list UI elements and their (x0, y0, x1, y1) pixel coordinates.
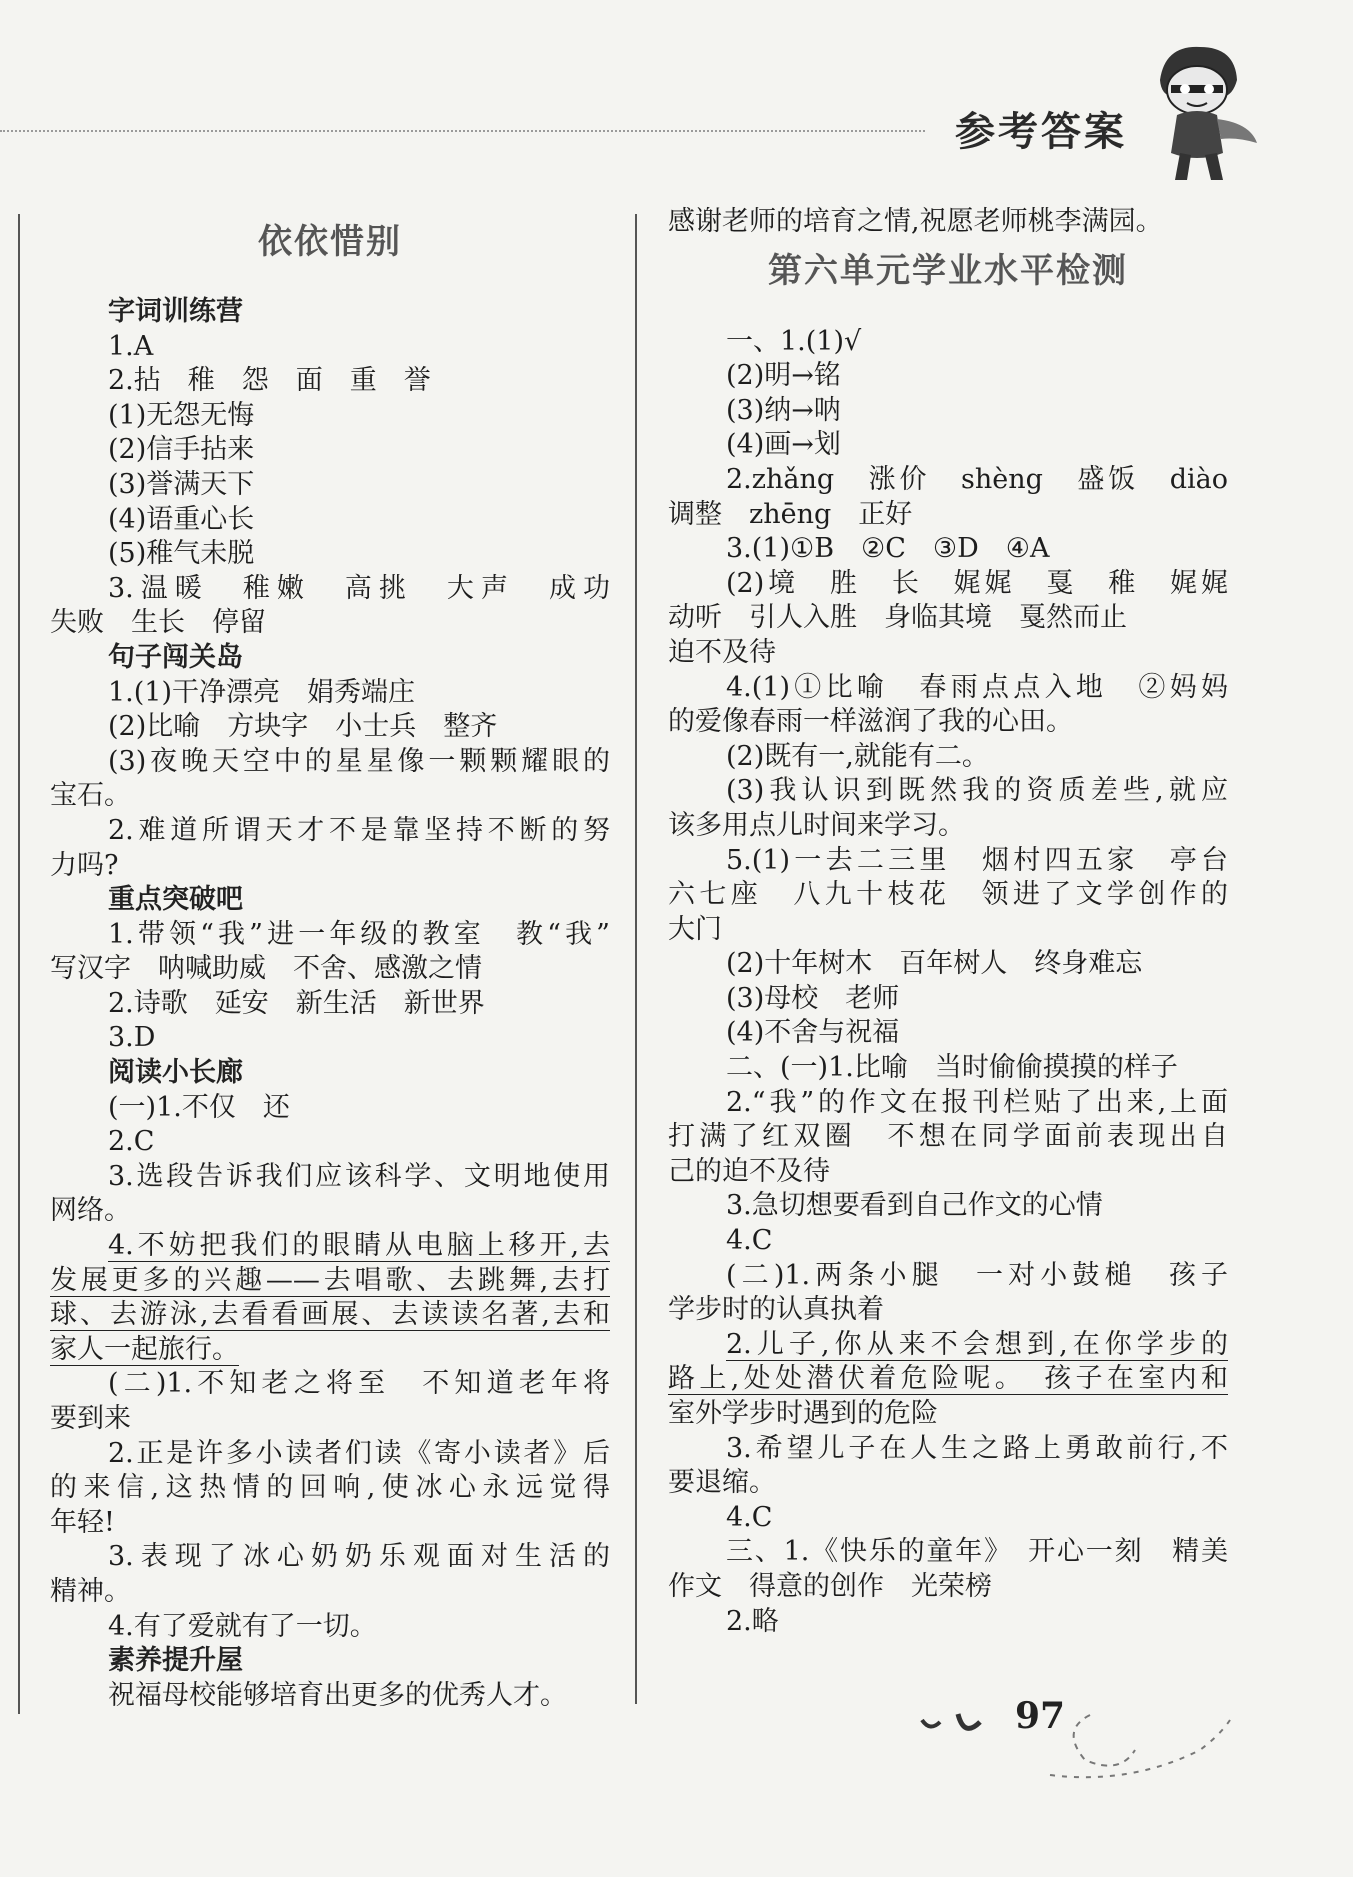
right-answer-line (668, 705, 1228, 740)
answer-text: 3.(1)①B ②C ③D ④A (726, 533, 1050, 565)
left-answer-line (50, 1160, 610, 1195)
answer-text: (2)既有一,就能有二。 (726, 740, 989, 772)
answer-text: 打满了红双圈 不想在同学面前表现出自 (668, 1121, 1228, 1153)
left-answer-line (50, 1298, 610, 1333)
answer-text: 2.略 (726, 1605, 779, 1637)
left-answer-line (50, 1125, 610, 1160)
answer-text: 大门 (668, 913, 722, 945)
answer-text: (1)无怨无悔 (108, 399, 255, 431)
section-title-yiyixibie: 依依惜别 (258, 222, 402, 262)
left-answer-line (50, 779, 610, 814)
right-answer-line (668, 947, 1228, 982)
right-answer-line (668, 463, 1228, 498)
left-answer-line (50, 364, 610, 399)
left-answer-line (50, 1402, 610, 1437)
answer-text: (2)信手拈来 (108, 434, 255, 466)
answer-text: 要到来 (50, 1403, 131, 1434)
answer-text: 2.难道所谓天才不是靠坚持不断的努 (108, 814, 610, 846)
left-answer-line (50, 1610, 610, 1645)
left-answer-lines (50, 295, 610, 1713)
right-answer-line (668, 809, 1228, 844)
answer-text: 己的迫不及待 (668, 1155, 830, 1187)
section-title-unit6-test: 第六单元学业水平检测 (768, 250, 1128, 291)
answer-text: (5)稚气未脱 (108, 538, 255, 570)
right-answer-line (668, 1293, 1228, 1328)
left-margin-rule (18, 214, 20, 1714)
header-dotted-rule (0, 130, 925, 132)
left-answer-line (50, 1021, 610, 1056)
answer-text: 2.“我”的作文在报刊栏贴了出来,上面 (726, 1086, 1228, 1118)
left-answer-line (50, 1437, 610, 1472)
answer-text: 写汉字 呐喊助威 不舍、感激之情 (50, 953, 482, 985)
right-answer-line (668, 1535, 1228, 1570)
answer-text: 4.C (726, 1501, 773, 1533)
right-answer-line (668, 1328, 1228, 1363)
left-answer-line (50, 1091, 610, 1126)
left-answer-line (50, 1229, 610, 1264)
answer-text: 精神。 (50, 1575, 131, 1607)
left-answer-line (50, 814, 610, 849)
right-answer-line (668, 1432, 1228, 1467)
answer-text: 5.(1)一去二三里 烟村四五家 亭台 (726, 844, 1228, 876)
answer-text: 2.诗歌 延安 新生活 新世界 (108, 987, 485, 1019)
left-answer-line (50, 399, 610, 434)
answer-text: 年轻! (50, 1506, 115, 1538)
right-answer-line (668, 1086, 1228, 1121)
answer-text: (2)明→铭 (726, 360, 841, 392)
answer-text: 字词训练营 (108, 296, 243, 327)
right-answer-line (668, 1466, 1228, 1501)
left-answer-line (50, 987, 610, 1022)
right-answer-line (668, 1051, 1228, 1086)
answer-text: 学步时的认真执着 (668, 1294, 884, 1326)
answer-text: 六七座 八九十枝花 领进了文学创作的 (668, 879, 1228, 911)
answer-text: 的爱像春雨一样滋润了我的心田。 (668, 706, 1073, 738)
answer-text: 动听 引人入胜 身临其境 戛然而止 (668, 602, 1127, 634)
right-answer-line (668, 1155, 1228, 1190)
right-answer-line (668, 325, 1228, 360)
answer-text: (3)夜晚天空中的星星像一颗颗耀眼的 (108, 745, 610, 777)
right-answer-line (668, 740, 1228, 775)
answer-text: 作文 得意的创作 光荣榜 (668, 1570, 992, 1602)
right-answer-line (668, 394, 1228, 429)
right-answer-line (668, 428, 1228, 463)
answer-text: (2)境 胜 长 娓娓 戛 稚 娓娓 (726, 567, 1228, 599)
left-answer-line (50, 1194, 610, 1229)
answer-text: 迫不及待 (668, 636, 776, 668)
left-answer-line (50, 676, 610, 711)
answer-text: 二、(一)1.比喻 当时偷偷摸摸的样子 (726, 1052, 1178, 1084)
left-answer-line (50, 710, 610, 745)
answer-text: 阅读小长廊 (108, 1057, 243, 1089)
answer-text: 句子闯关岛 (108, 641, 243, 673)
answer-text: 的来信,这热情的回响,使冰心永远觉得 (50, 1472, 610, 1504)
answer-text: 要退缩。 (668, 1467, 776, 1499)
answer-text: (3)誉满天下 (108, 468, 255, 500)
right-answer-line (668, 1120, 1228, 1155)
right-intro-line: 感谢老师的培育之情,祝愿老师桃李满园。 (668, 206, 1163, 237)
right-answer-line (668, 1189, 1228, 1224)
right-answer-line (668, 1605, 1228, 1640)
answer-text: 室外学步时遇到的危险 (668, 1398, 938, 1429)
page-header-title: 参考答案 (955, 109, 1127, 155)
answer-text: 2.儿子,你从来不会想到,在你学步的 (726, 1328, 1228, 1360)
answer-text: 3.急切想要看到自己作文的心情 (726, 1190, 1103, 1222)
right-answer-line (668, 601, 1228, 636)
answer-text: 2.正是许多小读者们读《寄小读者》后 (108, 1437, 610, 1469)
left-answer-line (50, 918, 610, 953)
right-answer-line (668, 878, 1228, 913)
right-answer-line (668, 913, 1228, 948)
answer-text: 球、去游泳,去看看画展、去读读名著,去和 (50, 1299, 610, 1331)
left-answer-line (50, 1506, 610, 1541)
right-answer-line (668, 567, 1228, 602)
answer-text: 1.带领“我”进一年级的教室 教“我” (108, 918, 610, 950)
answer-text: 祝福母校能够培育出更多的优秀人才。 (108, 1679, 567, 1711)
answer-text: 3.选段告诉我们应该科学、文明地使用 (108, 1160, 610, 1192)
right-answer-line (668, 1224, 1228, 1259)
answer-text: (二)1.两条小腿 一对小鼓槌 孩子 (726, 1259, 1228, 1291)
answer-text: 路上,处处潜伏着危险呢。 孩子在室内和 (668, 1363, 1228, 1395)
left-answer-line (50, 1333, 610, 1368)
left-answer-line (50, 1679, 610, 1714)
answer-text: (2)比喻 方块字 小士兵 整齐 (108, 711, 498, 743)
answer-text: 3.希望儿子在人生之路上勇敢前行,不 (726, 1432, 1228, 1464)
left-answer-line (50, 1644, 610, 1679)
left-answer-line (50, 537, 610, 572)
left-answer-line (50, 745, 610, 780)
left-answer-line (50, 606, 610, 641)
right-answer-line (668, 1259, 1228, 1294)
left-answer-line (50, 433, 610, 468)
answer-text: 2.zhǎng 涨价 shèng 盛饭 diào (726, 463, 1228, 495)
answer-text: 调整 zhēng 正好 (668, 498, 913, 530)
right-answer-line (668, 532, 1228, 567)
answer-text: (3)母校 老师 (726, 982, 900, 1014)
answer-text: (二)1.不知老之将至 不知道老年将 (108, 1368, 610, 1400)
left-answer-line (50, 641, 610, 676)
right-answer-line (668, 1362, 1228, 1397)
cartoon-mascot-icon (1125, 35, 1265, 185)
right-answer-line (668, 844, 1228, 879)
answer-text: 素养提升屋 (108, 1645, 243, 1677)
answer-text: 3.温暖 稚嫩 高挑 大声 成功 (108, 572, 610, 604)
left-answer-line (50, 468, 610, 503)
left-answer-line (50, 883, 610, 918)
left-answer-line (50, 1540, 610, 1575)
answer-text: 力吗? (50, 849, 119, 881)
column-divider (635, 214, 637, 1704)
right-answer-line (668, 1501, 1228, 1536)
answer-text: 4.有了爱就有了一切。 (108, 1610, 377, 1642)
answer-text: 该多用点儿时间来学习。 (668, 809, 965, 841)
left-answer-line (50, 1471, 610, 1506)
answer-text: 3.表现了冰心奶奶乐观面对生活的 (108, 1541, 610, 1573)
answer-text: (4)语重心长 (108, 503, 255, 535)
right-answer-line (668, 1397, 1228, 1432)
left-answer-line (50, 503, 610, 538)
right-answer-line (668, 359, 1228, 394)
answer-text: 一、1.(1)√ (726, 325, 862, 357)
page-number: 97 (1015, 1695, 1066, 1737)
answer-text: 3.D (108, 1022, 156, 1054)
left-answer-line (50, 295, 610, 330)
left-answer-line (50, 952, 610, 987)
right-column (668, 205, 1228, 1639)
right-answer-lines (668, 325, 1228, 1640)
answer-text: 家人一起旅行。 (50, 1333, 239, 1365)
answer-text: 2.拈 稚 怨 面 重 誉 (108, 365, 431, 397)
left-answer-line (50, 572, 610, 607)
left-answer-line (50, 849, 610, 884)
answer-text: 1.(1)干净漂亮 娟秀端庄 (108, 676, 416, 708)
answer-text: 三、1.《快乐的童年》 开心一刻 精美 (726, 1536, 1228, 1568)
left-answer-line (50, 330, 610, 365)
right-answer-line (668, 636, 1228, 671)
answer-text: (2)十年树木 百年树人 终身难忘 (726, 948, 1143, 980)
left-answer-line (50, 1367, 610, 1402)
answer-text: (4)不舍与祝福 (726, 1017, 900, 1049)
left-answer-line (50, 1264, 610, 1299)
right-answer-line (668, 1570, 1228, 1605)
answer-text: (一)1.不仅 还 (108, 1091, 290, 1123)
right-answer-line (668, 498, 1228, 533)
left-column (50, 212, 610, 1713)
right-answer-line (668, 982, 1228, 1017)
answer-text: 重点突破吧 (108, 884, 243, 916)
answer-text: (3)我认识到既然我的资质差些,就应 (726, 775, 1228, 807)
answer-text: (3)纳→呐 (726, 394, 841, 426)
answer-text: 网络。 (50, 1195, 131, 1227)
answer-text: (4)画→划 (726, 429, 841, 461)
answer-text: 宝石。 (50, 780, 131, 812)
swirl-decoration-icon (900, 1690, 1240, 1780)
answer-text: 1.A (108, 330, 154, 362)
right-answer-line (668, 1016, 1228, 1051)
answer-text: 发展更多的兴趣——去唱歌、去跳舞,去打 (50, 1264, 610, 1296)
answer-text: 4.(1)①比喻 春雨点点入地 ②妈妈 (726, 671, 1228, 703)
answer-text: 4.C (726, 1225, 773, 1257)
answer-text: 失败 生长 停留 (50, 607, 266, 639)
left-answer-line (50, 1575, 610, 1610)
answer-text: 2.C (108, 1126, 155, 1158)
answer-text: 4.不妨把我们的眼睛从电脑上移开,去 (108, 1230, 610, 1262)
left-answer-line (50, 1056, 610, 1091)
right-answer-line (668, 774, 1228, 809)
right-answer-line (668, 671, 1228, 706)
